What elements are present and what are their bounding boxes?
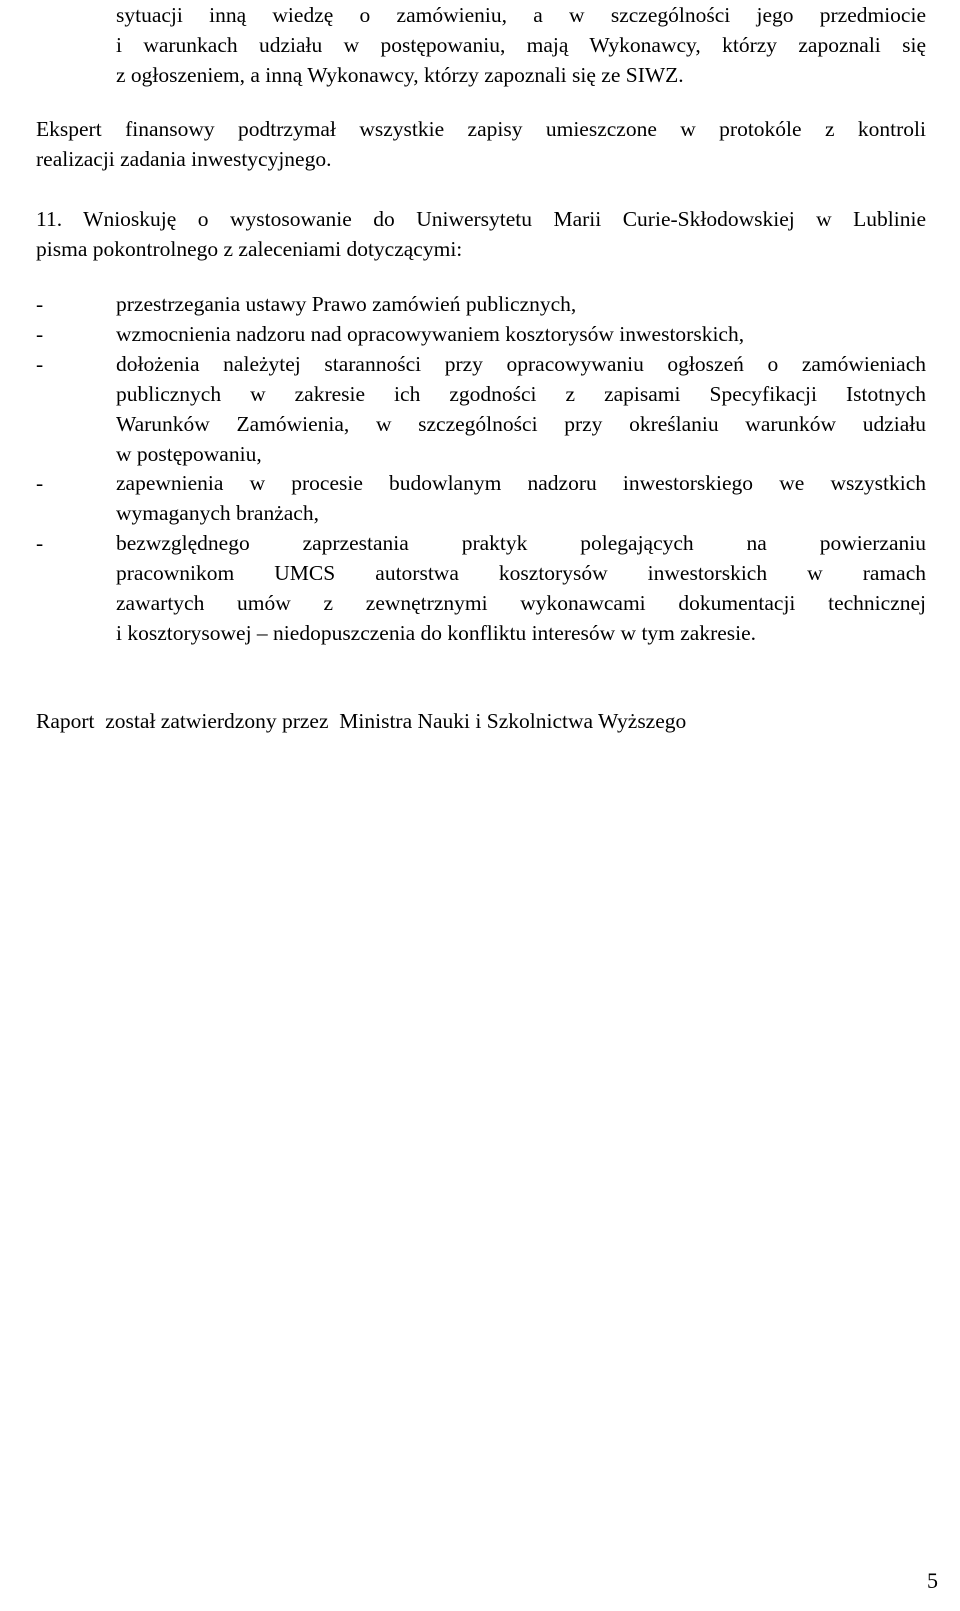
list-bullet: - — [36, 531, 44, 555]
list-bullet: - — [36, 352, 44, 376]
list-item-line: zawartych umów z zewnętrznymi wykonawcami dokumentacji technicznej — [116, 591, 926, 615]
list-item-line: w postępowaniu, — [116, 442, 262, 466]
list-item-line: wzmocnienia nadzoru nad opracowywaniem kosztorysów inwestorskich, — [116, 322, 745, 346]
list-item-line: zapewnienia w procesie budowlanym nadzoru inwestorskiego we wszystkich — [116, 471, 926, 495]
list-item-line: przestrzegania ustawy Prawo zamówień publicznych, — [116, 292, 577, 316]
paragraph-line: 11. Wnioskuję o wystosowanie do Uniwersytetu Marii Curie-Skłodowskiej w Lublinie — [36, 207, 926, 231]
list-item-line: pracownikom UMCS autorstwa kosztorysów inwestorskich w ramach — [116, 561, 926, 585]
list-bullet: - — [36, 292, 44, 316]
paragraph-line: i warunkach udziału w postępowaniu, mają Wykonawcy, którzy zapoznali się — [116, 33, 926, 57]
approval-text: Raport został zatwierdzony przez Ministra Nauki i Szkolnictwa Wyższego — [36, 709, 687, 733]
list-item-line: bezwzględnego zaprzestania praktyk polegających na powierzaniu — [116, 531, 926, 555]
recommendations-list — [0, 0, 960, 700]
page-number: 5 — [927, 1568, 938, 1593]
list-item-line: dołożenia należytej staranności przy opracowywaniu ogłoszeń o zamówieniach — [116, 352, 926, 376]
list-item-line: publicznych w zakresie ich zgodności z zapisami Specyfikacji Istotnych — [116, 382, 926, 406]
list-bullet: - — [36, 471, 44, 495]
paragraph-line: pisma pokontrolnego z zaleceniami dotyczącymi: — [36, 237, 463, 261]
list-bullet: - — [36, 322, 44, 346]
list-item-line: i kosztorysowej – niedopuszczenia do konfliktu interesów w tym zakresie. — [116, 621, 757, 645]
paragraph-line: z ogłoszeniem, a inną Wykonawcy, którzy zapoznali się ze SIWZ. — [116, 63, 684, 87]
approval-statement — [36, 706, 926, 736]
paragraph-line: Ekspert finansowy podtrzymał wszystkie zapisy umieszczone w protokóle z kontroli — [36, 117, 926, 141]
paragraph-line: sytuacji inną wiedzę o zamówieniu, a w szczególności jego przedmiocie — [116, 3, 926, 27]
list-item-line: Warunków Zamówienia, w szczególności przy określaniu warunków udziału — [116, 412, 926, 436]
list-item-line: wymaganych branżach, — [116, 501, 319, 525]
paragraph-line: realizacji zadania inwestycyjnego. — [36, 147, 332, 171]
